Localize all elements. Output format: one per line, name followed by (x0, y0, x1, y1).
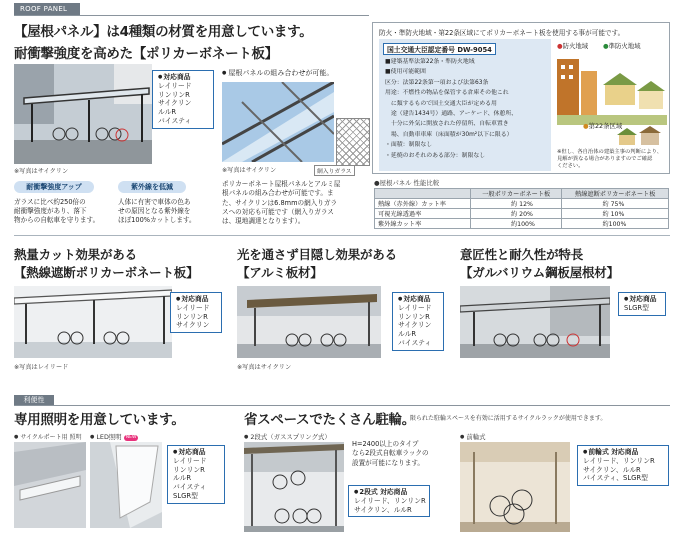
aluminum-subheading: 【アルミ板材】 (237, 265, 323, 280)
front-wheel-label: ● 前輪式 (460, 432, 486, 441)
two-tier-label: ● 2段式（ガススプリング式） (244, 432, 331, 441)
fire-zone-details (379, 39, 551, 171)
product-item: サイクリン (158, 99, 192, 108)
wired-glass-label: 網入りガラス (314, 165, 355, 176)
photo-caption: ※写真はサイクリン (14, 168, 69, 175)
product-item: ルルR (173, 474, 192, 483)
combination-title: ● 屋根パネルの組み合わせが可能。 (222, 69, 333, 78)
divider (14, 405, 670, 406)
combination-photo (222, 82, 334, 162)
product-item: サイクリン (398, 321, 432, 330)
lighting-products: ● 対応商品 レイリード リンリンR ルルR バイスティ SLGR型 (167, 445, 225, 504)
divider (14, 235, 670, 236)
products-title: ● 対応商品 (158, 73, 209, 82)
aluminum-caption: ※写真はサイクリン (237, 364, 292, 371)
aluminum-products: ● 対応商品 レイリード リンリンR サイクリン ルルR バイスティ (392, 292, 444, 351)
combination-caption: ※写真はサイクリン (222, 167, 277, 174)
aluminum-heading: 光を通さず目隠し効果がある (237, 247, 397, 262)
spec-table (374, 188, 669, 229)
galvalume-subheading: 【ガルバリウム鋼板屋根材】 (460, 265, 619, 280)
product-item: サイクリン (176, 321, 210, 330)
polycarbonate-products (152, 70, 214, 129)
convenience-tag: 利便性 (14, 395, 54, 406)
cycleport-light-photo (14, 442, 86, 528)
heat-block-heading: 熱量カット効果がある (14, 247, 137, 262)
impact-description: ガラスに比べ約250倍の 耐衝撃強度があり、落下 物からの自転車を守ります。 (14, 198, 100, 224)
product-item: ルルR (398, 330, 417, 339)
light-label-led: ● LED照明 NEW (90, 432, 138, 441)
product-item: リンリンR (173, 465, 205, 474)
polycarbonate-heading: 耐衝撃強度を高めた【ポリカーボネート板】 (14, 46, 278, 62)
fire-zone-items: ■建築基準法第22条・準防火地域 ■使用可能範囲 区分：法第22条第一項および法第63条 用途：不燃性の物品を保管する倉庫その他これ に類するもので国土交通大臣が定める用 途（建告1434号）通路、アーケード、休憩所、 十分に外気に開放された停留所、自転車置き 場、自動車車庫（床面積が30m²以下に限る） ・面積：制限なし ・延焼のおそれのある部分：制限なし (385, 59, 518, 159)
product-item: ルルR (158, 108, 177, 117)
combination-description: ポリカーボネート屋根パネルとアルミ屋 根パネルの組み合わせが可能です。ま た、サイクリンは6.8mmの網入りガラ スへの対応も可能です（網入りガラス は、現地調達となります）。 (222, 180, 341, 226)
space-heading: 省スペースでたくさん駐輪。 (244, 412, 415, 428)
section-tag: ROOF PANEL (14, 3, 80, 15)
product-item: バイスティ (398, 338, 432, 347)
product-item: SLGR型 (624, 303, 649, 312)
product-item: レイリード、リンリンR (354, 496, 426, 505)
product-item: サイクリン、ルルR (354, 505, 412, 514)
product-item: レイリード (398, 303, 432, 312)
two-tier-description: H=2400以上のタイプ なら2段式自転車ラックの 設置が可能になります。 (352, 440, 429, 467)
table-row: 紫外線カット率 約100% 約100% (375, 219, 669, 229)
light-label-cycleport: ● サイクルポート用 照明 (14, 432, 82, 441)
heat-block-subheading: 【熱線遮断ポリカーボネート板】 (14, 265, 199, 280)
heat-block-caption: ※写真はレイリード (14, 364, 69, 371)
product-item: バイスティ (158, 116, 192, 125)
uv-description: 人体に有害で車体の色あ せの原因となる紫外線を ほぼ100%カットします。 (118, 198, 196, 224)
intro-heading: 【屋根パネル】は4種類の材質を用意しています。 (14, 24, 313, 40)
new-badge: NEW (125, 435, 137, 440)
lighting-heading: 専用照明を用意しています。 (14, 412, 185, 428)
heat-block-products: ● 対応商品 レイリード リンリンR サイクリン (170, 292, 222, 333)
fire-zone-note: ※但し、各自治体の建築主事の判断により、 見解が異なる場合がありますのでご確認 ください。 (557, 149, 663, 169)
galvalume-photo (460, 286, 610, 358)
product-item: レイリード (173, 456, 207, 465)
polycarbonate-photo (14, 64, 152, 164)
front-wheel-photo (460, 442, 570, 532)
front-wheel-products: ● 前輪式 対応商品 レイリード、リンリンR サイクリン、ルルR バイスティ、SLGR型 (577, 445, 669, 486)
fire-zone-header: 防火・準防火地域・第22条区域にてポリカーボネート板を使用する事が可能です。 (379, 29, 625, 37)
product-item: バイスティ、SLGR型 (583, 474, 648, 483)
product-item: リンリンR (158, 90, 190, 99)
divider (14, 15, 369, 16)
zone-semi-label: ●準防火地域 (603, 42, 641, 50)
product-item: レイリード (158, 81, 192, 90)
house-illustration (613, 125, 663, 147)
product-item: サイクリン、ルルR (583, 465, 641, 474)
impact-badge: 耐衝撃強度アップ (14, 181, 94, 193)
cert-number: 国土交通大臣認定番号 DW-9054 (383, 43, 496, 55)
two-tier-products: ● 2段式 対応商品 レイリード、リンリンR サイクリン、ルルR (348, 485, 430, 517)
wired-glass-sample (336, 118, 370, 166)
heat-block-photo (14, 286, 172, 358)
table-row: 熱線（赤外線）カット率 約 12% 約 75% (375, 199, 669, 209)
spec-table-title: ●屋根パネル 性能比較 (374, 179, 440, 187)
space-subtext: 限られた駐輪スペースを有効に活用するサイクルラックが使用できます。 (410, 415, 607, 422)
uv-badge: 紫外線を低減 (118, 181, 186, 193)
zone-illustration (557, 51, 667, 125)
zone-22-label: ●第22条区域 (583, 122, 623, 130)
product-item: レイリード (176, 303, 210, 312)
product-item: SLGR型 (173, 491, 198, 500)
galvalume-products: ● 対応商品 SLGR型 (618, 292, 666, 316)
table-header-row: 一般ポリカーボネート板 熱線遮断ポリカーボネート板 (375, 189, 669, 199)
led-light-photo (90, 442, 162, 528)
table-row: 可視光線透過率 約 20% 約 10% (375, 209, 669, 219)
product-item: バイスティ (173, 483, 207, 492)
zone-fire-label: ●防火地域 (557, 42, 589, 50)
product-item: リンリンR (176, 312, 208, 321)
aluminum-photo (237, 286, 381, 358)
fire-zone-box (372, 22, 670, 174)
product-item: リンリンR (398, 312, 430, 321)
two-tier-photo (244, 442, 344, 532)
product-item: レイリード、リンリンR (583, 456, 655, 465)
galvalume-heading: 意匠性と耐久性が特長 (460, 247, 584, 262)
